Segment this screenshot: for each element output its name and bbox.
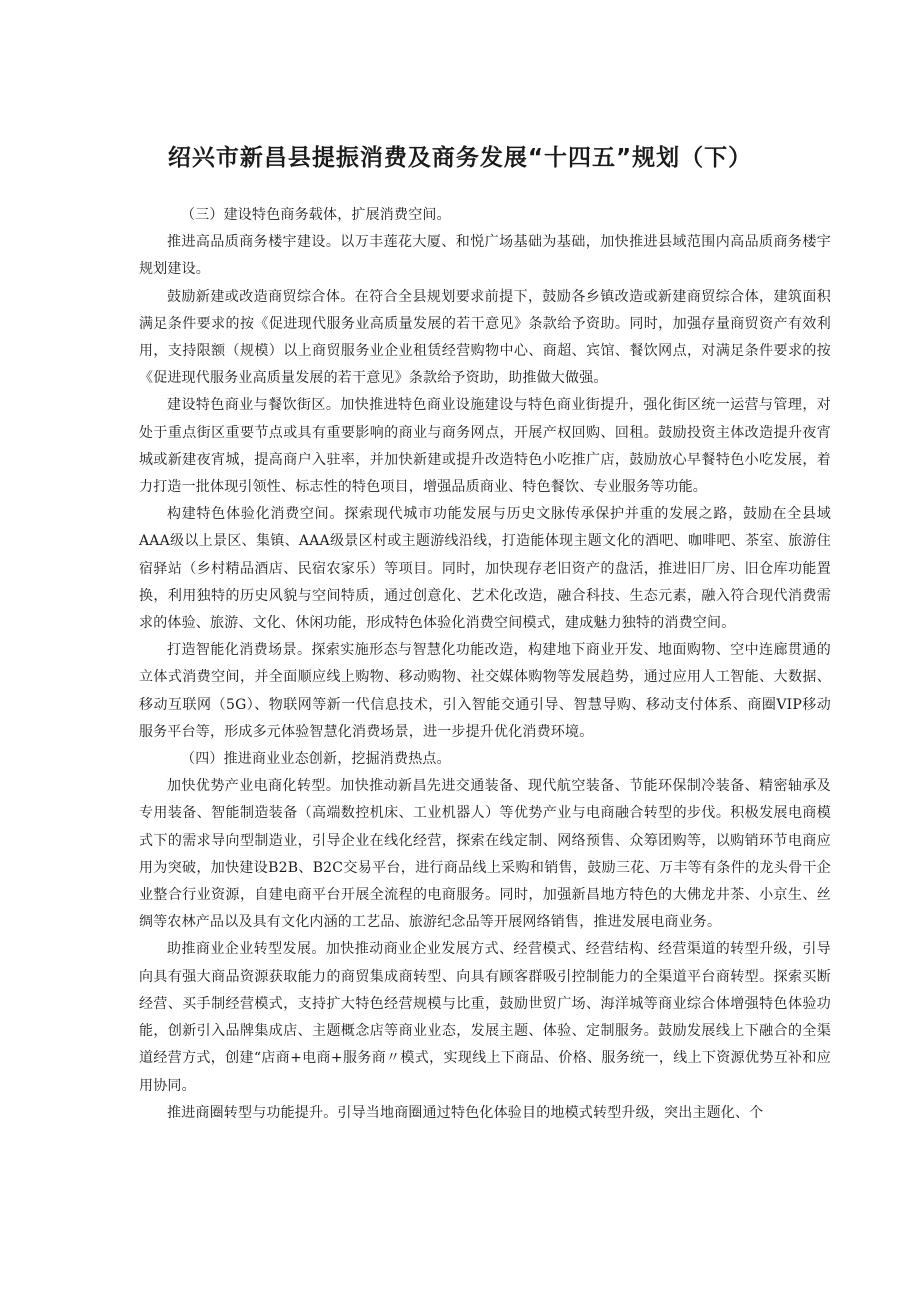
section-heading: （四）推进商业业态创新，挖掘消费热点。 [181, 751, 451, 768]
paragraph: 推进商圈转型与功能提升。引导当地商圈通过特色化体验目的地模式转型升级，突出主题化、个 [167, 1104, 764, 1121]
paragraph: 打造智能化消费场景。探索实施形态与智慧化功能改造，构建地下商业开发、地面购物、空中连廊贯通的立体式消费空间，并全面顺应线上购物、移动购物、社交媒体购物等发展趋势，通过应用人工智能、大数据、移动互联网（5G）、物联网等新一代信息技术，引入智能交通引导、智慧导购、移动支付体系、商圈VIP移动服务平台等，形成多元体验智慧化消费场景，进一步提升优化消费环境。 [139, 642, 831, 740]
paragraph: 建设特色商业与餐饮街区。加快推进特色商业设施建设与特色商业街提升，强化街区统一运营与管理，对处于重点街区重要节点或具有重要影响的商业与商务网点，开展产权回购、回租。鼓励投资主体改造提升夜宵城或新建夜宵城，提高商户入驻率，并加快新建或提升改造特色小吃推广店，鼓励放心早餐特色小吃发展，着力打造一批体现引领性、标志性的特色项目，增强品质商业、特色餐饮、专业服务等功能。 [139, 397, 831, 496]
paragraph: 推进高品质商务楼宇建设。以万丰莲花大厦、和悦广场基础为基础，加快推进县域范围内高品质商务楼宇规划建设。 [139, 234, 831, 278]
paragraph: 助推商业企业转型发展。加快推动商业企业发展方式、经营模式、经营结构、经营渠道的转型升级，引导向具有强大商品资源获取能力的商贸集成商转型、向具有顾客群吸引控制能力的全渠道平台商转型。探索买断经营、买手制经营模式，支持扩大特色经营规模与比重，鼓励世贸广场、海洋城等商业综合体增强特色体验功能，创新引入品牌集成店、主题概念店等商业业态，发展主题、体验、定制服务。鼓励发展线上下融合的全渠道经营方式，创建“店商+电商+服务商〃模式，实现线上下商品、价格、服务统一，线上下资源优势互补和应用协同。 [139, 941, 831, 1094]
document-title: 绍兴市新昌县提振消费及商务发展“十四五”规划（下） [167, 145, 753, 171]
paragraph: 构建特色体验化消费空间。探索现代城市功能发展与历史文脉传承保护并重的发展之路，鼓励在全县域AAA级以上景区、集镇、AAA级景区村或主题游线沿线，打造能体现主题文化的酒吧、咖啡吧、茶室、旅游住宿驿站（乡村精品酒店、民宿农家乐）等项目。同时，加快现存老旧资产的盘活，推进旧厂房、旧仓库功能置换，利用独特的历史风貌与空间特质，通过创意化、艺术化改造，融合科技、生态元素，融入符合现代消费需求的体验、旅游、文化、休闲功能，形成特色体验化消费空间模式，建成魅力独特的消费空间。 [139, 506, 831, 632]
paragraph: 鼓励新建或改造商贸综合体。在符合全县规划要求前提下，鼓励各乡镇改造或新建商贸综合体，建筑面积满足条件要求的按《促进现代服务业高质量发展的若干意见》条款给予资助。同时，加强存量商贸资产有效利用，支持限额（规模）以上商贸服务业企业租赁经营购物中心、商超、宾馆、餐饮网点，对满足条件要求的按《促进现代服务业高质量发展的若干意见》条款给予资助，助推做大做强。 [139, 288, 831, 387]
document-body [139, 202, 831, 1127]
paragraph: 加快优势产业电商化转型。加快推动新昌先进交通装备、现代航空装备、节能环保制冷装备、精密轴承及专用装备、智能制造装备（高端数控机床、工业机器人）等优势产业与电商融合转型的步伐。积极发展电商模式下的需求导向型制造业，引导企业在线化经营，探索在线定制、网络预售、众筹团购等，以购销环节电商应用为突破，加快建设B2B、B2C交易平台，进行商品线上采购和销售，鼓励三花、万丰等有条件的龙头骨干企业整合行业资源，自建电商平台开展全流程的电商服务。同时，加强新昌地方特色的大佛龙井茶、小京生、丝绸等农林产品以及具有文化内涵的工艺品、旅游纪念品等开展网络销售，推进发展电商业务。 [139, 778, 831, 931]
section-heading: （三）建设特色商务载体，扩展消费空间。 [181, 207, 451, 223]
